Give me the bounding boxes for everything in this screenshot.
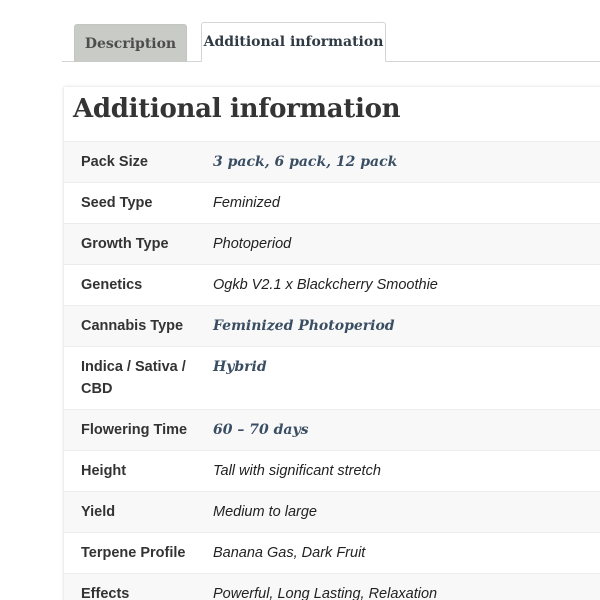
table-row [64, 533, 600, 574]
table-row [64, 142, 600, 183]
attributes-table [64, 141, 600, 600]
attribute-value: Photoperiod [213, 236, 292, 252]
attribute-value: Medium to large [213, 504, 317, 520]
attribute-label: Terpene Profile [81, 545, 186, 561]
pack-size-link[interactable]: 3 pack, 6 pack, 12 pack [213, 154, 398, 170]
attribute-label: Indica / Sativa / CBD [81, 359, 186, 397]
attribute-label: Flowering Time [81, 422, 188, 438]
table-row [64, 347, 600, 410]
additional-information-panel [64, 87, 600, 600]
attribute-value [205, 410, 600, 451]
table-row [64, 265, 600, 306]
table-row [64, 306, 600, 347]
attribute-value [205, 347, 600, 410]
indica-sativa-cbd-link[interactable]: Hybrid [213, 359, 267, 375]
table-row [64, 183, 600, 224]
attribute-value: Powerful, Long Lasting, Relaxation [213, 586, 438, 600]
attribute-value: Feminized [213, 195, 280, 211]
attribute-value [205, 142, 600, 183]
tab-additional-information[interactable]: Additional information [201, 22, 386, 62]
attribute-label: Height [81, 463, 127, 479]
attribute-label: Genetics [81, 277, 143, 293]
table-row [64, 574, 600, 600]
tab-bar [62, 22, 600, 64]
cannabis-type-link[interactable]: Feminized Photoperiod [213, 318, 395, 334]
table-row [64, 492, 600, 533]
attribute-label: Cannabis Type [81, 318, 184, 334]
table-row [64, 410, 600, 451]
attribute-value [205, 306, 600, 347]
attribute-label: Growth Type [81, 236, 169, 252]
table-row [64, 451, 600, 492]
attribute-value: Ogkb V2.1 x Blackcherry Smoothie [213, 277, 438, 293]
panel-title: Additional information [73, 94, 401, 124]
attribute-label: Seed Type [81, 195, 153, 211]
attribute-label: Yield [81, 504, 116, 520]
attribute-value: Tall with significant stretch [213, 463, 381, 479]
tab-description[interactable]: Description [74, 24, 187, 62]
flowering-time-link[interactable]: 60 – 70 days [213, 422, 309, 438]
attribute-label: Effects [81, 586, 130, 600]
attribute-label: Pack Size [81, 154, 148, 170]
table-row [64, 224, 600, 265]
attribute-value: Banana Gas, Dark Fruit [213, 545, 366, 561]
